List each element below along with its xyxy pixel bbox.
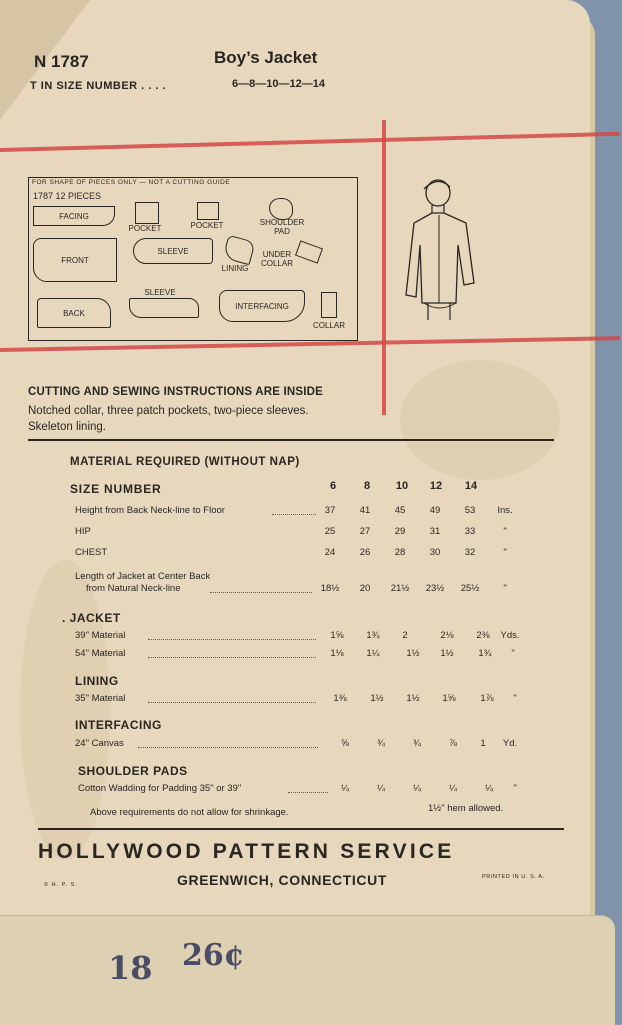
cell-value: ¾ — [377, 738, 385, 749]
pattern-piece: BACK — [37, 298, 111, 328]
cell-value: 41 — [359, 505, 371, 516]
cell-value: 1½ — [406, 648, 420, 659]
pattern-piece — [295, 240, 323, 263]
cell-value: 1¾ — [366, 630, 380, 641]
piece-count: 1787 12 PIECES — [33, 191, 102, 201]
cell-value: ¾ — [413, 738, 421, 749]
dot-leader — [148, 657, 316, 658]
pattern-title: Boy’s Jacket — [214, 48, 318, 67]
table-row — [0, 583, 560, 599]
dot-leader — [138, 747, 318, 748]
cell-value: 1¾ — [478, 648, 492, 659]
length-label-line-1: Length of Jacket at Center Back — [75, 571, 211, 582]
cell-value: 27 — [359, 526, 371, 537]
pattern-piece — [197, 202, 219, 220]
cell-value: 26 — [359, 547, 371, 558]
cell-value: 31 — [429, 526, 441, 537]
cell-value: 1½ — [406, 693, 420, 704]
row-label: 54" Material — [75, 648, 126, 659]
cell-value: 29 — [394, 526, 406, 537]
size-header: 6 — [329, 480, 337, 492]
table-row — [0, 783, 560, 799]
pattern-piece: INTERFACING — [219, 290, 305, 322]
cell-value: ¼ — [377, 783, 385, 794]
dot-leader — [148, 702, 316, 703]
table-row — [0, 648, 560, 664]
piece-label: SLEEVE — [144, 288, 176, 297]
cell-value: 20 — [359, 583, 371, 594]
section-title: INTERFACING — [75, 718, 162, 732]
row-label: from Natural Neck-line — [86, 583, 181, 594]
size-number-label: SIZE NUMBER — [70, 482, 162, 496]
cell-value: 49 — [429, 505, 441, 516]
cell-value: ¼ — [449, 783, 457, 794]
pattern-piece — [269, 198, 293, 220]
cell-value: 1⅝ — [330, 630, 344, 641]
pattern-piece — [135, 202, 159, 224]
piece-label: POCKET — [128, 224, 162, 233]
pattern-piece — [222, 235, 255, 265]
pattern-number: N 1787 — [34, 52, 89, 71]
dot-leader — [148, 639, 316, 640]
paper-stain — [400, 360, 560, 480]
cell-value: 1 — [480, 738, 486, 749]
size-label: T IN SIZE NUMBER . . . . — [30, 80, 167, 92]
red-crayon-line — [0, 132, 620, 152]
unit-label: " — [503, 547, 507, 558]
table-row — [0, 547, 560, 563]
instructions-heading: CUTTING AND SEWING INSTRUCTIONS ARE INSIDE — [28, 386, 324, 398]
row-label: Height from Back Neck-line to Floor — [75, 505, 225, 516]
table-row — [0, 526, 560, 542]
pattern-piece: SLEEVE — [133, 238, 213, 264]
pattern-piece: FRONT — [33, 238, 117, 282]
cell-value: 1⅛ — [330, 648, 344, 659]
pattern-piece: FACING — [33, 206, 115, 226]
unit-label: " — [511, 648, 515, 659]
divider-line — [38, 828, 564, 830]
row-label: CHEST — [75, 547, 108, 558]
unit-label: Yds. — [500, 630, 520, 641]
cell-value: 37 — [324, 505, 336, 516]
cell-value: 25 — [324, 526, 336, 537]
cell-value: 23½ — [425, 583, 445, 594]
cell-value: 32 — [464, 547, 476, 558]
red-crayon-line — [382, 120, 386, 415]
cutting-guide-caption: FOR SHAPE OF PIECES ONLY — NOT A CUTTING GUIDE — [32, 179, 231, 186]
row-label: 39" Material — [75, 630, 126, 641]
table-row — [0, 505, 560, 521]
piece-label: POCKET — [190, 221, 224, 230]
cell-value: 1½ — [370, 693, 384, 704]
note-hem: 1½" hem allowed. — [428, 803, 504, 814]
cell-value: 2 — [402, 630, 408, 641]
row-label: 24" Canvas — [75, 738, 124, 749]
row-label: Cotton Wadding for Padding 35" or 39" — [78, 783, 242, 794]
material-heading: MATERIAL REQUIRED (WITHOUT NAP) — [70, 456, 300, 468]
table-row — [0, 693, 560, 709]
cell-value: ¼ — [341, 783, 349, 794]
size-header: 8 — [363, 480, 371, 492]
divider-line — [28, 439, 554, 441]
size-header: 14 — [464, 480, 478, 492]
cell-value: ¼ — [485, 783, 493, 794]
cell-value: 1¼ — [366, 648, 380, 659]
cell-value: ⅞ — [449, 738, 457, 749]
piece-label: COLLAR — [312, 321, 345, 330]
cell-value: 1½ — [440, 648, 454, 659]
dot-leader — [288, 792, 328, 793]
cell-value: 2⅜ — [476, 630, 490, 641]
pattern-piece — [321, 292, 337, 318]
company-name: HOLLYWOOD PATTERN SERVICE — [38, 840, 455, 863]
cell-value: 1⅜ — [333, 693, 347, 704]
price-stamp: 26¢ — [182, 938, 245, 973]
piece-label: UNDER COLLAR — [260, 250, 293, 268]
dot-leader — [210, 592, 312, 593]
cell-value: 1⅞ — [480, 693, 494, 704]
cell-value: 2⅛ — [440, 630, 454, 641]
cell-value: 45 — [394, 505, 406, 516]
cell-value: ¼ — [413, 783, 421, 794]
cell-value: 1⅝ — [442, 693, 456, 704]
copyright-initials: © H. P. S. — [44, 882, 78, 888]
size-header: 12 — [429, 480, 443, 492]
section-title: SHOULDER PADS — [78, 764, 188, 778]
note-shrinkage: Above requirements do not allow for shrinkage. — [90, 807, 289, 818]
jacket-back-illustration — [394, 175, 484, 325]
cell-value: 24 — [324, 547, 336, 558]
table-row — [0, 738, 560, 754]
cell-value: 53 — [464, 505, 476, 516]
unit-label: " — [513, 783, 517, 794]
price-stamp-code: 18 — [108, 949, 153, 987]
size-header: 10 — [395, 480, 409, 492]
envelope-front-sleeve — [0, 915, 615, 1025]
cutting-guide-box — [28, 177, 358, 341]
piece-label: SHOULDER PAD — [259, 218, 305, 236]
row-label: 35" Material — [75, 693, 126, 704]
cell-value: ⅝ — [341, 738, 349, 749]
unit-label: " — [513, 693, 517, 704]
cell-value: 18½ — [320, 583, 340, 594]
section-title: LINING — [75, 674, 119, 688]
section-title: . JACKET — [62, 611, 121, 625]
unit-label: " — [503, 526, 507, 537]
piece-label: LINING — [221, 264, 249, 273]
dot-leader — [272, 514, 316, 515]
unit-label: Yd. — [502, 738, 518, 749]
unit-label: " — [503, 583, 507, 594]
company-city: GREENWICH, CONNECTICUT — [177, 872, 387, 888]
printed-in-usa: PRINTED IN U. S. A. — [482, 874, 545, 880]
unit-label: Ins. — [497, 505, 513, 516]
pattern-piece — [129, 298, 199, 318]
cell-value: 21½ — [390, 583, 410, 594]
instructions-line-1: Notched collar, three patch pockets, two-piece sleeves. — [28, 405, 309, 417]
cell-value: 28 — [394, 547, 406, 558]
size-range: 6—8—10—12—14 — [232, 78, 325, 90]
cell-value: 25½ — [460, 583, 480, 594]
cell-value: 33 — [464, 526, 476, 537]
row-label: HIP — [75, 526, 91, 537]
table-row — [0, 630, 560, 646]
cell-value: 30 — [429, 547, 441, 558]
instructions-line-2: Skeleton lining. — [28, 421, 106, 433]
